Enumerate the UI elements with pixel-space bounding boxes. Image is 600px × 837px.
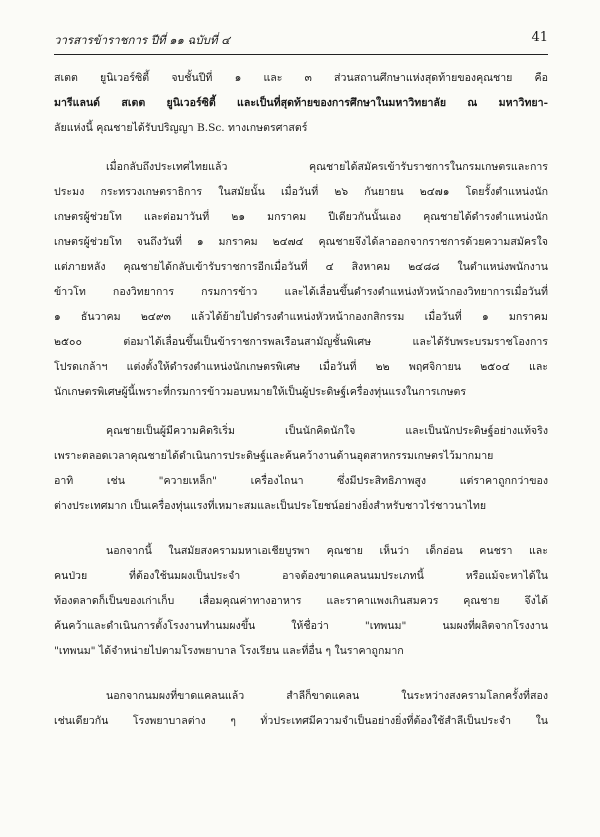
- running-header: [54, 30, 548, 52]
- text-line: ประมง กระทรวงเกษตราธิการ ในสมัยนั้น เมื่อวันที่ ๒๖ กันยายน ๒๔๗๑ โดยรั้งตำแหน่งนัก: [54, 186, 548, 198]
- page-number: 41: [531, 30, 548, 45]
- text-line: ค้นคว้าและดำเนินการตั้งโรงงานทำนมผงขึ้น ให้ชื่อว่า "เทพนม" นมผงที่ผลิตจากโรงงาน: [54, 620, 548, 632]
- text-line: นักเกษตรพิเศษผู้นี้เพราะที่กรมการข้าวมอบหมายให้เป็นผู้ประดิษฐ์เครื่องทุ่นแรงในการเกษตร: [54, 386, 467, 398]
- journal-title: วารสารข้าราชการ ปีที่ ๑๑ ฉบับที่ ๔: [54, 33, 230, 47]
- text-line: "เทพนม" ได้จำหน่ายไปตามโรงพยาบาล โรงเรียน และที่อื่น ๆ ในราคาถูกมาก: [54, 645, 404, 657]
- text-line: คนป่วย ที่ต้องใช้นมผงเป็นประจำ อาจต้องขาดแคลนนมประเภทนี้ หรือแม้จะหาได้ใน: [54, 570, 548, 582]
- text-line: ๑ ธันวาคม ๒๔๙๓ แล้วได้ย้ายไปดำรงตำแหน่งหัวหน้ากองกสิกรรม เมื่อวันที่ ๑ มกราคม: [54, 311, 548, 323]
- text-line: นอกจากนมผงที่ขาดแคลนแล้ว สำลีก็ขาดแคลน ในระหว่างสงครามโลกครั้งที่สอง: [106, 690, 548, 702]
- text-line: ๒๕๐๐ ต่อมาได้เลื่อนขึ้นเป็นข้าราชการพลเรือนสามัญชั้นพิเศษ และได้รับพระบรมราชโองการ: [54, 336, 548, 348]
- text-line: ข้าวโท กองวิทยาการ กรมการข้าว และได้เลื่อนขึ้นดำรงตำแหน่งหัวหน้ากองวิทยาการเมื่อวันที่: [54, 286, 548, 298]
- text-line: อาทิ เช่น "ควายเหล็ก" เครื่องไถนา ซึ่งมีประสิทธิภาพสูง แต่ราคาถูกกว่าของ: [54, 475, 548, 487]
- text-line: มารีแลนด์ สเตต ยูนิเวอร์ซิตี้ และเป็นที่สุดท้ายของการศึกษาในมหาวิทยาลัย ณ มหาวิทยา-: [54, 97, 548, 109]
- text-line: ต่างประเทศมาก เป็นเครื่องทุ่นแรงที่เหมาะสมและเป็นประโยชน์อย่างยิ่งสำหรับชาวไร่ชาวนาไทย: [54, 500, 487, 512]
- text-line: เพราะตลอดเวลาคุณชายได้ดำเนินการประดิษฐ์และค้นคว้างานด้านอุตสาหกรรมเกษตรไว้มากมาย: [54, 450, 494, 462]
- text-line: คุณชายเป็นผู้มีความคิดริเริ่ม เป็นนักคิดนักใจ และเป็นนักประดิษฐ์อย่างแท้จริง: [106, 425, 548, 437]
- text-line: สเตต ยูนิเวอร์ซิตี้ จบชั้นปีที่ ๑ และ ๓ ส่วนสถานศึกษาแห่งสุดท้ายของคุณชาย คือ: [54, 72, 548, 84]
- text-line: เมื่อกลับถึงประเทศไทยแล้ว คุณชายได้สมัครเข้ารับราชการในกรมเกษตรและการ: [106, 161, 548, 173]
- header-rule: [54, 54, 548, 55]
- text-line: ท้องตลาดก็เป็นของเก่าเก็บ เสื่อมคุณค่าทางอาหาร และราคาแพงเกินสมควร คุณชาย จึงได้: [54, 595, 548, 607]
- text-line: นอกจากนี้ ในสมัยสงครามมหาเอเชียบูรพา คุณชาย เห็นว่า เด็กอ่อน คนชรา และ: [106, 545, 548, 557]
- text-line: เช่นเดียวกัน โรงพยาบาลต่าง ๆ ทั่วประเทศมีความจำเป็นอย่างยิ่งที่ต้องใช้สำลีเป็นประจำ ใน: [54, 715, 548, 727]
- text-line: เกษตรผู้ช่วยโท และต่อมาวันที่ ๒๑ มกราคม ปีเดียวกันนั้นเอง คุณชายได้ดำรงตำแหน่งนัก: [54, 211, 548, 223]
- text-line: ลัยแห่งนี้ คุณชายได้รับปริญญา B.Sc. ทางเกษตรศาสตร์: [54, 122, 308, 134]
- text-line: แต่ภายหลัง คุณชายได้กลับเข้ารับราชการอีกเมื่อวันที่ ๔ สิงหาคม ๒๔๘๘ ในตำแหน่งพนักงาน: [54, 261, 548, 273]
- document-body: [54, 66, 548, 734]
- text-line: โปรดเกล้าฯ แต่งตั้งให้ดำรงตำแหน่งนักเกษตรพิเศษ เมื่อวันที่ ๒๒ พฤศจิกายน ๒๕๐๔ และ: [54, 361, 548, 373]
- text-line: เกษตรผู้ช่วยโท จนถึงวันที่ ๑ มกราคม ๒๔๗๔ คุณชายจึงได้ลาออกจากราชการด้วยความสมัครใจ: [54, 236, 548, 248]
